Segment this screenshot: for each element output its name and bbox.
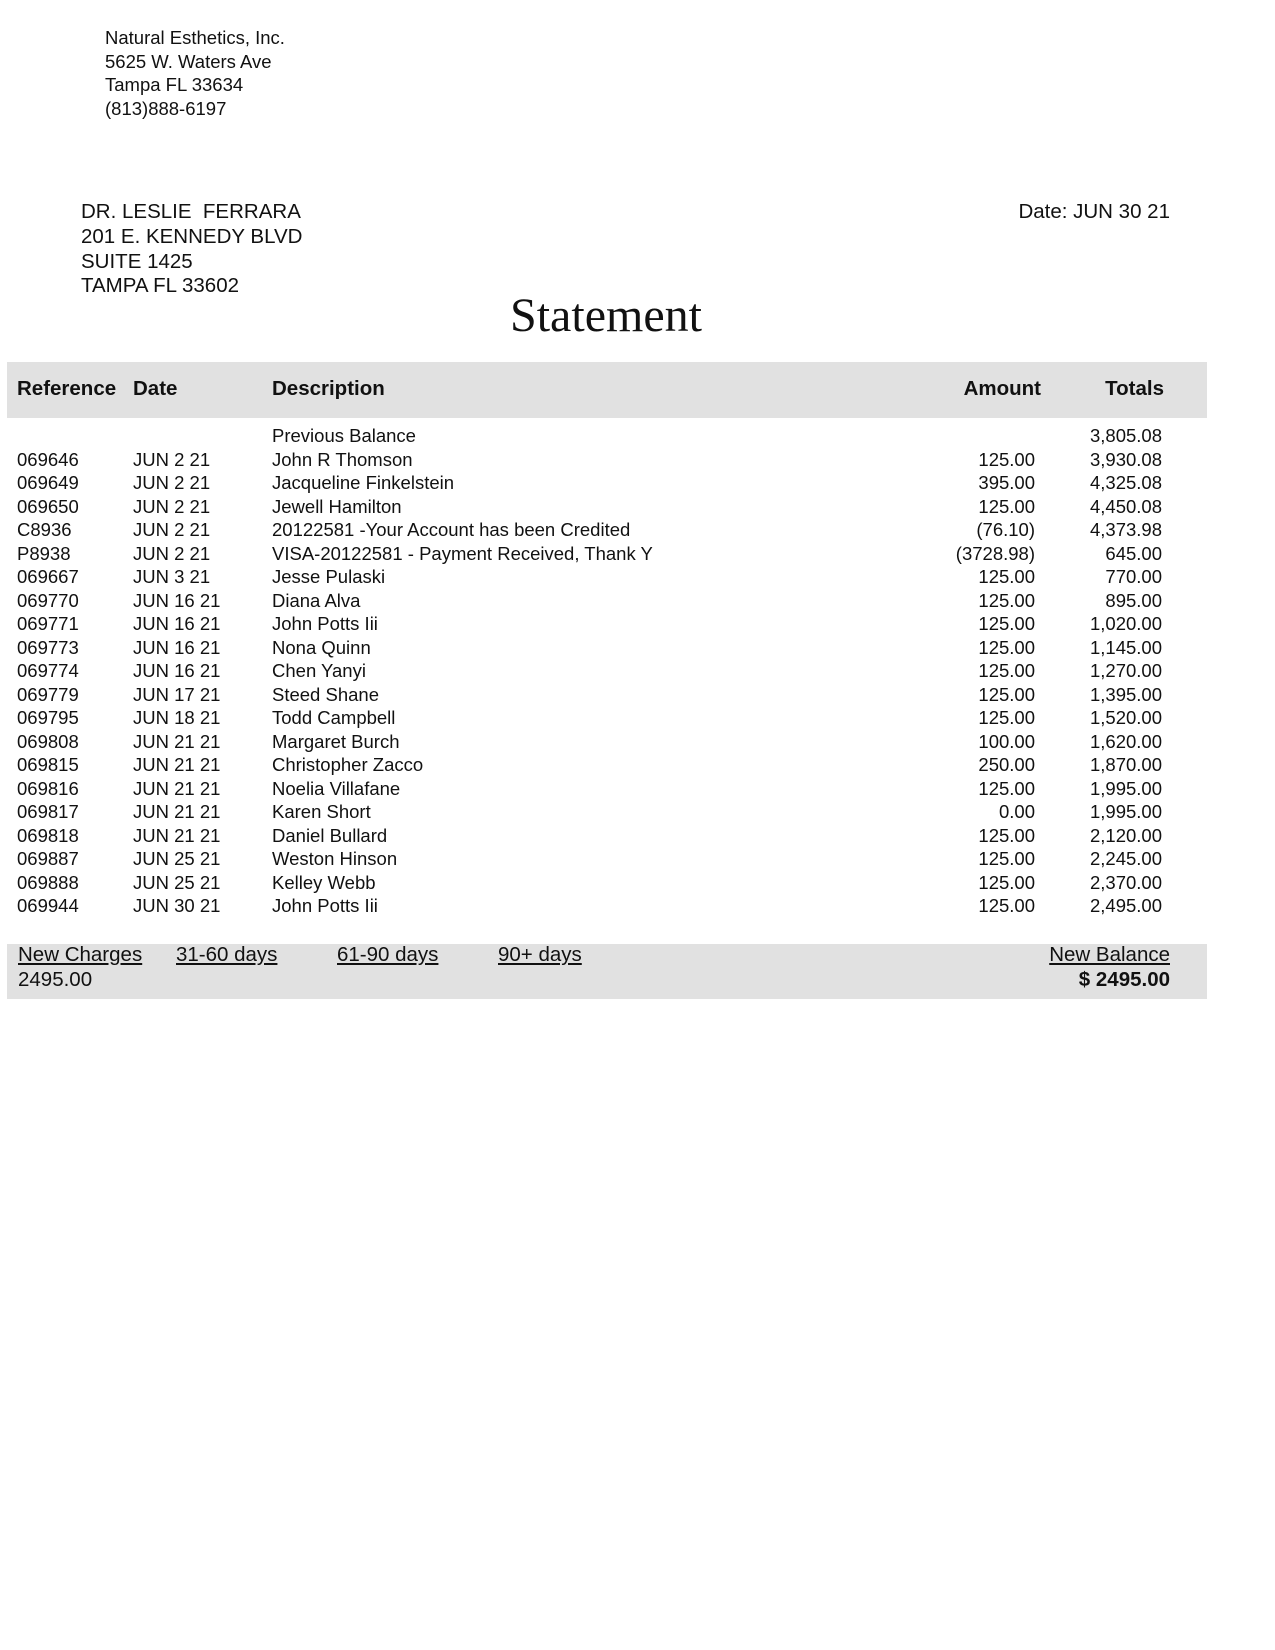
date-cell: JUN 21 21 (133, 777, 221, 799)
total-cell: 1,145.00 (1089, 636, 1162, 658)
description-cell: Karen Short (272, 801, 371, 822)
description-cell: Jewell Hamilton (272, 495, 402, 517)
recipient-name: DR. LESLIE FERRARA (81, 200, 301, 223)
reference-cell: 069944 (17, 895, 79, 916)
description-cell: Todd Campbell (272, 707, 396, 728)
reference-cell: 069887 (17, 848, 79, 869)
column-header-totals: Totals (1105, 377, 1164, 400)
reference-cell: 069815 (17, 754, 79, 775)
description-cell: Chen Yanyi (272, 660, 366, 681)
date-cell: JUN 16 21 (133, 613, 221, 634)
total-cell: 2,370.00 (1089, 871, 1162, 893)
company-address (105, 26, 285, 120)
description-cell: Previous Balance (272, 425, 416, 446)
total-cell: 3,930.08 (1089, 448, 1162, 470)
description-cell: Diana Alva (272, 589, 361, 611)
date-cell: JUN 16 21 (133, 589, 221, 611)
table-row (0, 636, 1275, 660)
table-row (0, 800, 1275, 824)
table-row (0, 589, 1275, 613)
reference-cell: 069667 (17, 566, 79, 587)
new-charges-value: 2495.00 (18, 968, 93, 991)
description-cell: Christopher Zacco (272, 754, 424, 775)
amount-cell: 125.00 (978, 448, 1035, 470)
recipient-city: TAMPA FL 33602 (81, 274, 240, 298)
total-cell: 4,325.08 (1089, 472, 1162, 493)
amount-cell: 250.00 (978, 754, 1035, 775)
date-cell: JUN 3 21 (133, 566, 211, 587)
description-cell: Daniel Bullard (272, 824, 388, 846)
new-balance-label: New Balance (1049, 943, 1170, 966)
company-city: Tampa FL 33634 (105, 74, 244, 95)
description-cell: Weston Hinson (272, 848, 398, 869)
total-cell: 2,495.00 (1089, 895, 1162, 916)
total-cell: 1,995.00 (1089, 777, 1162, 799)
amount-cell: 125.00 (978, 707, 1035, 728)
amount-cell: 125.00 (978, 589, 1035, 611)
table-row (0, 565, 1275, 589)
description-cell: Nona Quinn (272, 636, 371, 658)
amount-cell: 125.00 (978, 777, 1035, 799)
amount-cell: (76.10) (976, 519, 1035, 540)
date-cell: JUN 16 21 (133, 660, 221, 681)
reference-cell: 069795 (17, 707, 79, 728)
reference-cell: 069770 (17, 589, 79, 611)
table-row (0, 471, 1275, 495)
company-phone: (813)888-6197 (105, 97, 227, 119)
description-cell: Steed Shane (272, 683, 379, 705)
table-row (0, 495, 1275, 519)
total-cell: 645.00 (1105, 542, 1162, 564)
column-header-amount: Amount (963, 377, 1041, 400)
amount-cell: 125.00 (978, 566, 1035, 587)
table-row (0, 612, 1275, 636)
statement-table (0, 424, 1275, 918)
table-row (0, 730, 1275, 754)
amount-cell: 395.00 (978, 472, 1035, 493)
company-street: 5625 W. Waters Ave (105, 50, 272, 72)
table-row (0, 518, 1275, 542)
reference-cell: 069646 (17, 448, 79, 470)
new-balance-value: $ 2495.00 (1078, 968, 1170, 991)
date-cell: JUN 21 21 (133, 824, 221, 846)
company-name: Natural Esthetics, Inc. (105, 27, 285, 48)
table-row (0, 448, 1275, 472)
recipient-street: 201 E. KENNEDY BLVD (81, 224, 303, 248)
table-row (0, 683, 1275, 707)
amount-cell: 125.00 (978, 613, 1035, 634)
total-cell: 1,620.00 (1089, 730, 1162, 752)
total-cell: 4,373.98 (1089, 519, 1162, 540)
total-cell: 895.00 (1105, 589, 1162, 611)
reference-cell: 069771 (17, 613, 79, 634)
amount-cell: 125.00 (978, 636, 1035, 658)
recipient-address (81, 200, 302, 299)
description-cell: Margaret Burch (272, 730, 400, 752)
amount-cell: 125.00 (978, 824, 1035, 846)
total-cell: 1,995.00 (1089, 801, 1162, 822)
amount-cell: 125.00 (978, 848, 1035, 869)
table-row (0, 777, 1275, 801)
date-cell: JUN 18 21 (133, 707, 221, 728)
date-cell: JUN 21 21 (133, 754, 221, 775)
total-cell: 770.00 (1105, 566, 1162, 587)
total-cell: 1,270.00 (1089, 660, 1162, 681)
reference-cell: 069774 (17, 660, 79, 681)
total-cell: 1,870.00 (1089, 754, 1162, 775)
table-row (0, 753, 1275, 777)
amount-cell: (3728.98) (955, 542, 1035, 564)
reference-cell: 069816 (17, 777, 79, 799)
amount-cell: 125.00 (978, 683, 1035, 705)
date-cell: JUN 21 21 (133, 801, 221, 822)
column-header-reference: Reference (17, 377, 117, 400)
recipient-suite: SUITE 1425 (81, 249, 193, 273)
date-cell: JUN 2 21 (133, 472, 211, 493)
amount-cell: 0.00 (998, 801, 1035, 822)
total-cell: 4,450.08 (1089, 495, 1162, 517)
table-row (0, 424, 1275, 448)
table-row (0, 706, 1275, 730)
table-row (0, 659, 1275, 683)
description-cell: 20122581 -Your Account has been Credited (272, 519, 631, 540)
total-cell: 1,020.00 (1089, 613, 1162, 634)
amount-cell: 125.00 (978, 495, 1035, 517)
statement-date: Date: JUN 30 21 (1018, 200, 1170, 223)
table-row (0, 542, 1275, 566)
date-cell: JUN 2 21 (133, 448, 211, 470)
date-cell: JUN 16 21 (133, 636, 221, 658)
amount-cell: 100.00 (978, 730, 1035, 752)
page-title: Statement (510, 289, 702, 342)
aging-31-60-label: 31-60 days (176, 943, 278, 966)
table-row (0, 847, 1275, 871)
amount-cell: 125.00 (978, 660, 1035, 681)
reference-cell: 069649 (17, 472, 79, 493)
description-cell: Jesse Pulaski (272, 566, 386, 587)
reference-cell: 069818 (17, 824, 79, 846)
reference-cell: 069773 (17, 636, 79, 658)
date-cell: JUN 25 21 (133, 871, 221, 893)
description-cell: Jacqueline Finkelstein (272, 472, 455, 493)
description-cell: John R Thomson (272, 448, 413, 470)
table-row (0, 894, 1275, 918)
total-cell: 1,395.00 (1089, 683, 1162, 705)
reference-cell: C8936 (17, 519, 72, 540)
date-cell: JUN 2 21 (133, 542, 211, 564)
total-cell: 3,805.08 (1089, 425, 1162, 446)
date-cell: JUN 17 21 (133, 683, 221, 705)
column-header-description: Description (272, 377, 385, 400)
description-cell: Kelley Webb (272, 871, 376, 893)
total-cell: 2,120.00 (1089, 824, 1162, 846)
new-charges-label: New Charges (18, 943, 143, 966)
reference-cell: 069888 (17, 871, 79, 893)
description-cell: John Potts Iii (272, 613, 378, 634)
description-cell: VISA-20122581 - Payment Received, Thank Y (272, 542, 653, 564)
reference-cell: 069779 (17, 683, 79, 705)
reference-cell: P8938 (17, 542, 71, 564)
reference-cell: 069650 (17, 495, 79, 517)
date-cell: JUN 2 21 (133, 519, 211, 540)
amount-cell: 125.00 (978, 871, 1035, 893)
total-cell: 1,520.00 (1089, 707, 1162, 728)
column-header-date: Date (133, 377, 178, 400)
amount-cell: 125.00 (978, 895, 1035, 916)
date-cell: JUN 2 21 (133, 495, 211, 517)
description-cell: John Potts Iii (272, 895, 378, 916)
aging-61-90-label: 61-90 days (337, 943, 439, 966)
date-cell: JUN 25 21 (133, 848, 221, 869)
date-cell: JUN 30 21 (133, 895, 221, 916)
aging-90-plus-label: 90+ days (498, 943, 582, 966)
total-cell: 2,245.00 (1089, 848, 1162, 869)
reference-cell: 069817 (17, 801, 79, 822)
date-cell: JUN 21 21 (133, 730, 221, 752)
description-cell: Noelia Villafane (272, 777, 401, 799)
reference-cell: 069808 (17, 730, 79, 752)
table-row (0, 871, 1275, 895)
table-row (0, 824, 1275, 848)
